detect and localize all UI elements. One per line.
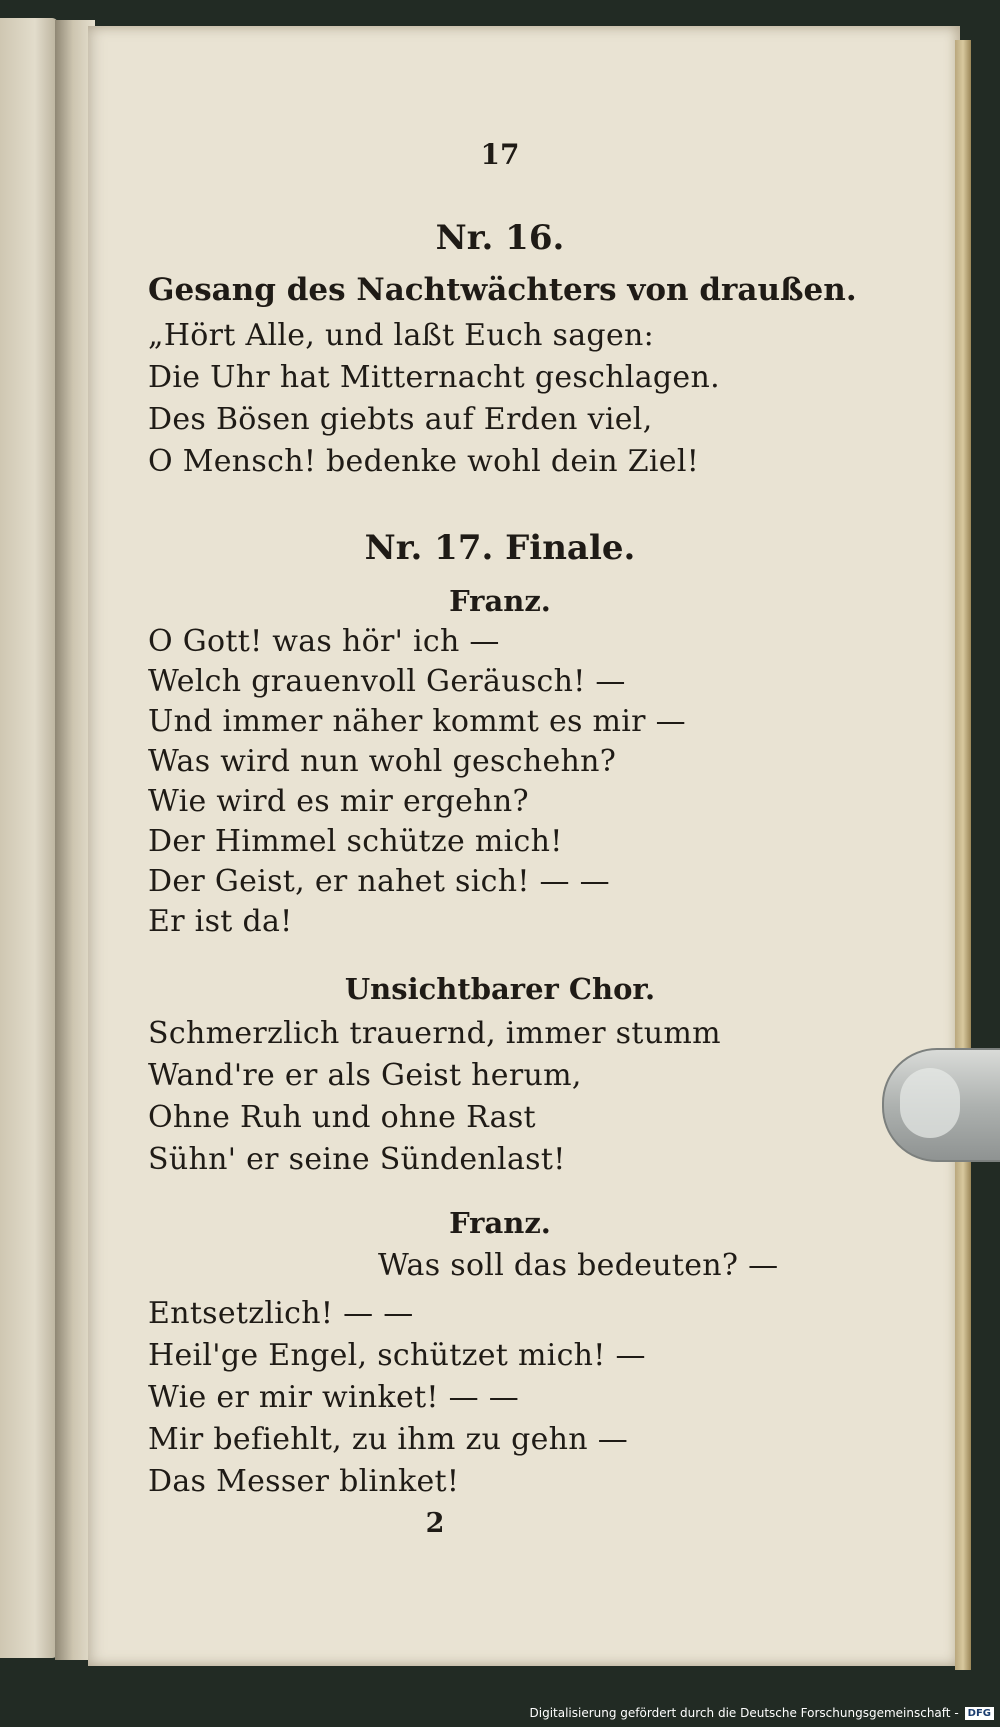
verse-line: Heil'ge Engel, schützet mich! — (148, 1338, 646, 1373)
verse-line: O Gott! was hör' ich — (148, 624, 500, 659)
section-heading-nr17: Nr. 17. Finale. (364, 528, 636, 568)
verse-line: Sühn' er seine Sündenlast! (148, 1142, 566, 1177)
speaker-chorus: Unsichtbarer Chor. (344, 972, 656, 1006)
verse-line: Er ist da! (148, 904, 293, 939)
paper-clip-highlight (900, 1068, 960, 1138)
verse-line: Wie er mir winket! — — (148, 1380, 520, 1415)
verse-line: Des Bösen giebts auf Erden viel, (148, 402, 653, 437)
verse-line: Und immer näher kommt es mir — (148, 704, 686, 739)
section-heading-nr16: Nr. 16. (435, 218, 565, 258)
verse-line: Die Uhr hat Mitternacht geschlagen. (148, 360, 720, 395)
verse-line: Ohne Ruh und ohne Rast (148, 1100, 536, 1135)
verse-line: Welch grauenvoll Geräusch! — (148, 664, 626, 699)
verse-line: Entsetzlich! — — (148, 1296, 414, 1331)
dfg-logo: DFG (965, 1707, 994, 1720)
verse-line: Wand're er als Geist herum, (148, 1058, 582, 1093)
page-number: 17 (480, 138, 520, 171)
verse-line: Mir befiehlt, zu ihm zu gehn — (148, 1422, 629, 1457)
speaker-franz: Franz. (449, 584, 551, 618)
speaker-franz: Franz. (449, 1206, 551, 1240)
credit-text: Digitalisierung gefördert durch die Deutsche Forschungsgemeinschaft - (529, 1706, 959, 1720)
page-fore-edge (955, 40, 971, 1670)
verse-line-indented: Was soll das bedeuten? — (378, 1248, 779, 1283)
verse-line: Schmerzlich trauernd, immer stumm (148, 1016, 721, 1051)
digitization-credit (530, 1703, 995, 1723)
signature-mark: 2 (425, 1508, 445, 1539)
verse-line: Der Geist, er nahet sich! — — (148, 864, 610, 899)
verse-line: O Mensch! bedenke wohl dein Ziel! (148, 444, 700, 479)
verse-line: Wie wird es mir ergehn? (148, 784, 529, 819)
verse-line: „Hört Alle, und laßt Euch sagen: (148, 318, 655, 353)
facing-page-edge (0, 18, 58, 1658)
verse-line: Der Himmel schütze mich! (148, 824, 563, 859)
verse-line: Das Messer blinket! (148, 1464, 460, 1499)
song16-subtitle: Gesang des Nachtwächters von draußen. (148, 272, 857, 308)
verse-line: Was wird nun wohl geschehn? (148, 744, 617, 779)
